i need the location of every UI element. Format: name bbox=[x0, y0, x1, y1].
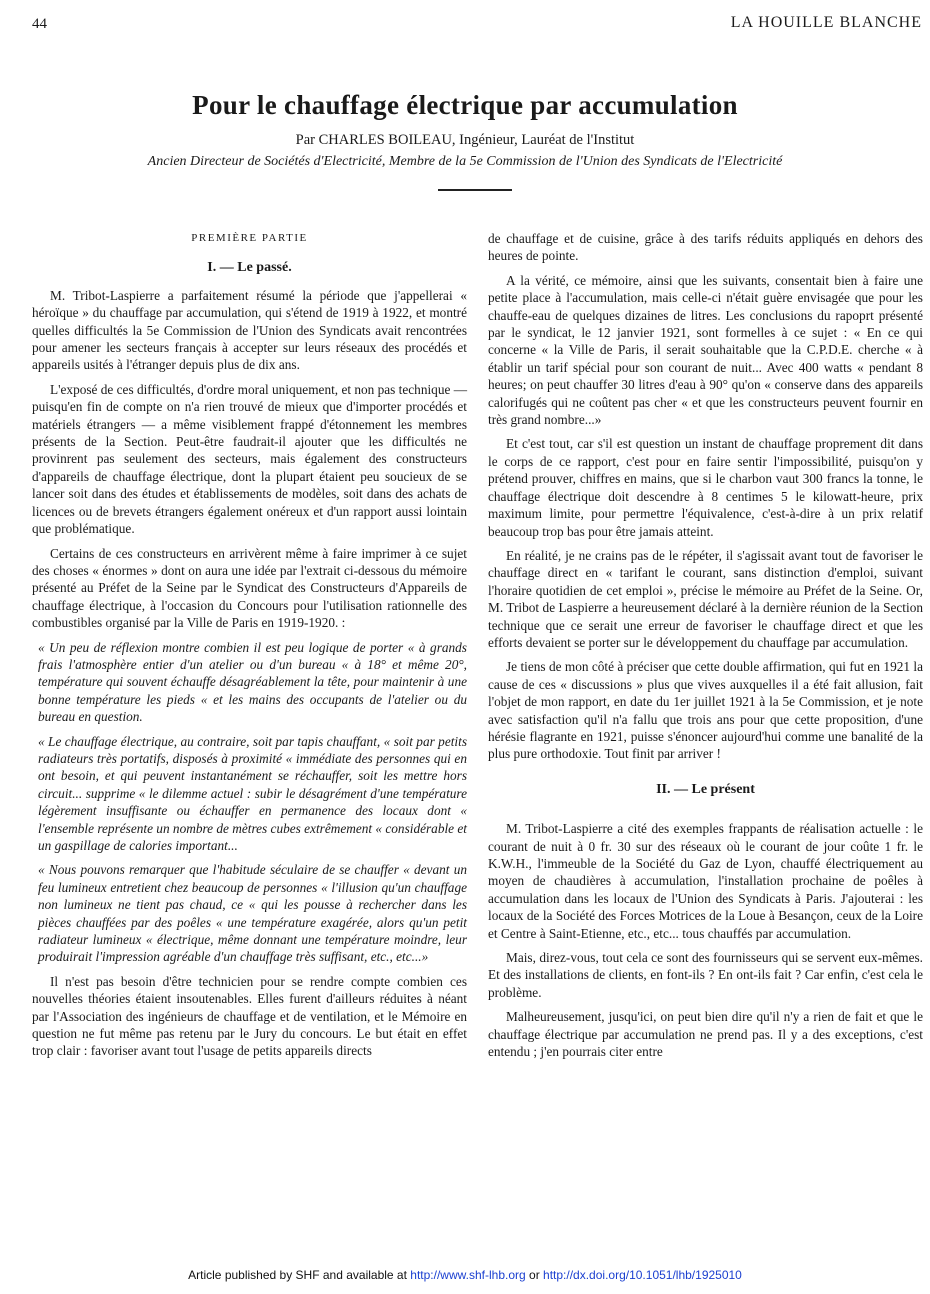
paragraph: En réalité, je ne crains pas de le répéter, il s'agissait avant tout de favoriser le chauffage direct en « tarifant le courant, sans distinction d'emploi, suivant l'horaire quotidien de cet emploi », précise le mémoire au Préfet de la Seine. Or, M. Tribot de Laspierre a heureusement déclaré à la dernière réunion de la Section technique que ce serait une erreur de favoriser le chauffage direct et que les efforts devaient se porter sur le développement du chauffage par accumulation. bbox=[488, 547, 923, 650]
right-column bbox=[488, 230, 923, 1067]
journal-name: LA HOUILLE BLANCHE bbox=[730, 14, 922, 31]
part-label: PREMIÈRE PARTIE bbox=[191, 232, 308, 244]
quotation: « Un peu de réflexion montre combien il est peu logique de porter « à grands frais l'atmosphère entier d'un atelier ou d'un bureau « à 18° et même 20°, température qui souvent échauffe désagréablement la tête, pour maintenir à une bonne température les pieds « et les mains des occupants de l'atelier ou du bureau en question. bbox=[38, 639, 467, 725]
publication-footer bbox=[0, 1268, 930, 1282]
paragraph-continuation: de chauffage et de cuisine, grâce à des tarifs réduits appliqués en dehors des heures de pointe. bbox=[488, 231, 923, 264]
left-column bbox=[32, 230, 467, 1067]
paragraph: M. Tribot-Laspierre a parfaitement résumé la période que j'appellerai « héroïque » du chauffage par accumulation, qui s'étend de 1919 à 1922, et montré quelles difficultés la 5e Commission de l'Union des Syndicats avait rencontrées pour amener les secteurs français à accepter sur leurs réseaux des procédés et appareils usités à l'étranger depuis plus de dix ans. bbox=[32, 287, 467, 373]
author-byline: Par CHARLES BOILEAU, Ingénieur, Lauréat de l'Institut bbox=[295, 132, 635, 148]
paragraph: M. Tribot-Laspierre a cité des exemples frappants de réalisation actuelle : le courant de nuit à 0 fr. 30 sur des réseaux où le courant de jour coûte 1 fr. le K.W.H., l'immeuble de la Société du Gaz de Lyon, chauffé électriquement au moyen de chaudières à accumulation, l'installation prochaine de poêles à accumulation dans les locaux de l'Union des Syndicats à Paris. J'ajouterai : les locaux de la Société des Forces Motrices de la Loue à Besançon, ceux de la Loire et Centre à Saint-Etienne, etc., etc... tous chauffés par accumulation. bbox=[488, 821, 923, 941]
section-heading-passe: I. — Le passé. bbox=[207, 260, 292, 276]
paragraph: Mais, direz-vous, tout cela ce sont des fournisseurs qui se servent eux-mêmes. Et des installations de clients, en font-ils ? En ont-ils fait ? Car enfin, c'est cela le problème. bbox=[488, 950, 923, 1000]
paragraph: Et c'est tout, car s'il est question un instant de chauffage proprement dit dans le corps de ce rapport, c'est pour en faire sentir l'impossibilité, puisqu'on y prétend prouver, chiffres en mains, que si le charbon vaut 300 francs la tonne, le chauffage électrique doit descendre à 8 centimes 5 le kilowatt-heure, prix maximum limite, pour permettre l'équivalence, c'est-à-dire à un prix relatif beaucoup trop bas pour être jamais atteint. bbox=[488, 436, 923, 539]
paragraph: L'exposé de ces difficultés, d'ordre moral uniquement, et non pas technique — puisqu'en fin de compte on n'a rien trouvé de mieux que d'importer procédés et matériels étrangers — a même visiblement frappé d'étonnement les membres présents de la Section. Peut-être faudrait-il ajouter que les difficultés ne provinrent pas seulement des secteurs, mais également des constructeurs d'appareils de chauffage électrique, dont la plupart étaient peu soucieux de se lancer soit dans des études et établissements de modèles, soit dans des achats de licences ou de brevets étrangers également onéreux et d'un rapport aussi lointain que problématique. bbox=[32, 381, 467, 537]
page-number: 44 bbox=[32, 16, 47, 32]
paragraph: Malheureusement, jusqu'ici, on peut bien dire qu'il n'y a rien de fait et que le chauffage électrique par accumulation ne prend pas. Il y a des exceptions, c'est entendu ; j'en pourrais citer entre bbox=[488, 1009, 923, 1060]
paragraph: A la vérité, ce mémoire, ainsi que les suivants, consentait bien à faire une petite place à l'accumulation, mais celle-ci n'était guère envisagée que pour les chauffe-eau de quelques dizaines de litres. Les conclusions du rapoprt présenté par le syndicat, le 12 janvier 1921, sont formelles à ce sujet : « En ce qui concerne « la Ville de Paris, il serait souhaitable que la C.P.D.E. cherche « à établir un tarif spécial pour son courant de nuit... Avec 400 watts « pendant 8 heures; on peut chauffer 30 litres d'eau à 90° qu'on « conserve dans des appareils calorifugés qui ne coûtent pas cher « et que les constructeurs peuvent fournir en très grand nombre...» bbox=[488, 272, 923, 428]
paragraph: Certains de ces constructeurs en arrivèrent même à faire imprimer à ce sujet des choses « énormes » dont on aura une idée par l'extrait ci-dessous du mémoire présenté au Préfet de la Seine par le Syndicat des Constructeurs d'Appareils de chauffage électrique, à l'occasion du Concours pour l'utilisation rationnelle des combustibles organisé par la Ville de Paris en 1919-1920. : bbox=[32, 545, 467, 631]
author-affiliation: Ancien Directeur de Sociétés d'Electricité, Membre de la 5e Commission de l'Union des Syndicats de l'Electricité bbox=[147, 154, 783, 169]
title-divider bbox=[438, 189, 512, 191]
quotation: « Le chauffage électrique, au contraire, soit par tapis chauffant, « soit par petits radiateurs très portatifs, disposés à proximité « immédiate des personnes qui en ont besoin, et qui peuvent instantanément se réchauffer, soit les mettre hors circuit... supprime « le dilemme actuel : subir le désagrément d'une température légèrement insuffisante ou échauffer en permanence des locaux dont « l'ensemble représente un nombre de mètres cubes extrêmement « considérable et un gaspillage de calories important... bbox=[38, 733, 467, 853]
article-title: Pour le chauffage électrique par accumulation bbox=[192, 90, 738, 120]
footer-prefix: Article published by SHF and available at bbox=[188, 1268, 407, 1282]
footer-link-shf[interactable]: http://www.shf-lhb.org bbox=[410, 1268, 526, 1282]
footer-connector: or bbox=[529, 1268, 540, 1282]
footer-link-doi[interactable]: http://dx.doi.org/10.1051/lhb/1925010 bbox=[543, 1268, 742, 1282]
paragraph: Je tiens de mon côté à préciser que cette double affirmation, qui fut en 1921 la cause de ces « discussions » plus que vives auxquelles il a été fait allusion, fait l'objet de mon rapport, en date du 1er juillet 1921 à la 5e Commission, et je note avec satisfaction qu'il n'a fallu que trois ans pour que cette proposition, d'une hérésie flagrante en 1921, puisse s'énoncer aujourd'hui comme une banalité de la plus pure orthodoxie. Tout finit par arriver ! bbox=[488, 659, 923, 762]
quotation: « Nous pouvons remarquer que l'habitude séculaire de se chauffer « devant un feu lumineux entretient chez beaucoup de personnes « l'illusion qu'un chauffage non lumineux ne tient pas chaud, ce « qui les pousse à rechercher dans les pièces chauffées par des poêles « une température exagérée, alors qu'un petit radiateur lumineux « électrique, même donnant une température moindre, leur produirait l'impression agréable d'un chauffage très suffisant, etc., etc...» bbox=[38, 862, 467, 965]
section-heading-present: II. — Le présent bbox=[656, 781, 755, 797]
paragraph: Il n'est pas besoin d'être technicien pour se rendre compte combien ces nouvelles théories étaient insoutenables. Elles furent d'ailleurs réduites à néant par l'Association des ingénieurs de chauffage et de ventilation, et le Mémoire en question ne fut même pas retenu par le Jury du concours. Le but était en effet trop clair : favoriser avant tout l'usage de petits appareils directs bbox=[32, 973, 467, 1059]
